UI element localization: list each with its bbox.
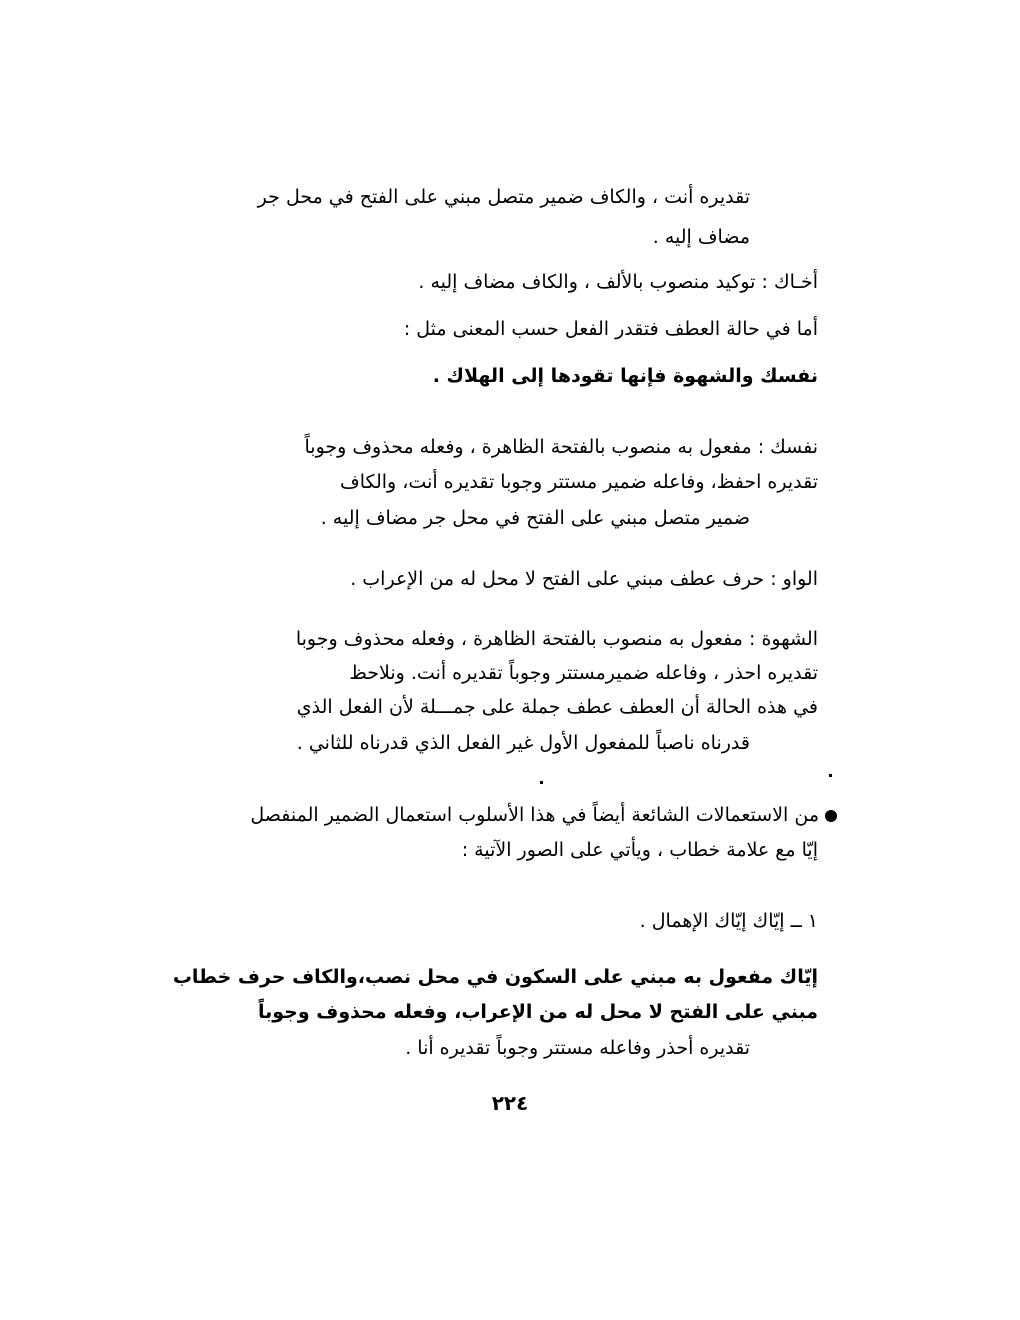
page-number: ٢٢٤ [491, 1091, 529, 1115]
text-line: ضمير متصل مبني على الفتح في محل جر مضاف إليه . [320, 507, 750, 529]
text-line: نفسك : مفعول به منصوب بالفتحة الظاهرة ، وفعله محذوف وجوباً [304, 436, 818, 458]
bullet-line [250, 800, 837, 830]
text-line: تقديره احذر ، وفاعله ضميرمستتر وجوباً تقديره أنت. ونلاحظ [349, 662, 818, 684]
bullet-icon [825, 810, 837, 822]
list-item: ١ ــ إيّاك إيّاك الإهمال . [639, 910, 818, 932]
text-line: تقديره أحذر وفاعله مستتر وجوباً تقديره أنا . [405, 1037, 750, 1059]
text-line: من الاستعمالات الشائعة أيضاً في هذا الأسلوب استعمال الضمير المنفصل [250, 804, 819, 826]
text-line: الشهوة : مفعول به منصوب بالفتحة الظاهرة ، وفعله محذوف وجوبا [295, 628, 818, 650]
text-line: أما في حالة العطف فتقدر الفعل حسب المعنى مثل : [403, 318, 818, 340]
text-line: تقديره أنت ، والكاف ضمير متصل مبني على الفتح في محل جر [257, 186, 750, 208]
text-line: تقديره احفظ، وفاعله ضمير مستتر وجوبا تقديره أنت، والكاف [340, 471, 818, 493]
text-line: في هذه الحالة أن العطف عطف جملة على جمـــلة لأن الفعل الذي [296, 696, 818, 718]
text-line: إيّا مع علامة خطاب ، ويأتي على الصور الآتية : [461, 839, 818, 861]
text-line: قدرناه ناصباً للمفعول الأول غير الفعل الذي قدرناه للثاني . [296, 732, 750, 754]
text-line: أخـاك : توكيد منصوب بالألف ، والكاف مضاف إليه . [418, 271, 818, 293]
scan-speck [829, 774, 832, 777]
text-line: إيّاك مفعول به مبني على السكون في محل نصب،والكاف حرف خطاب [172, 966, 818, 988]
example-sentence: نفسك والشهوة فإنها تقودها إلى الهلاك . [432, 365, 818, 387]
text-line: مبني على الفتح لا محل له من الإعراب، وفعله محذوف وجوباً [258, 1001, 818, 1023]
scan-speck [540, 781, 543, 784]
text-line: الواو : حرف عطف مبني على الفتح لا محل له من الإعراب . [350, 568, 818, 590]
text-line: مضاف إليه . [652, 226, 750, 248]
